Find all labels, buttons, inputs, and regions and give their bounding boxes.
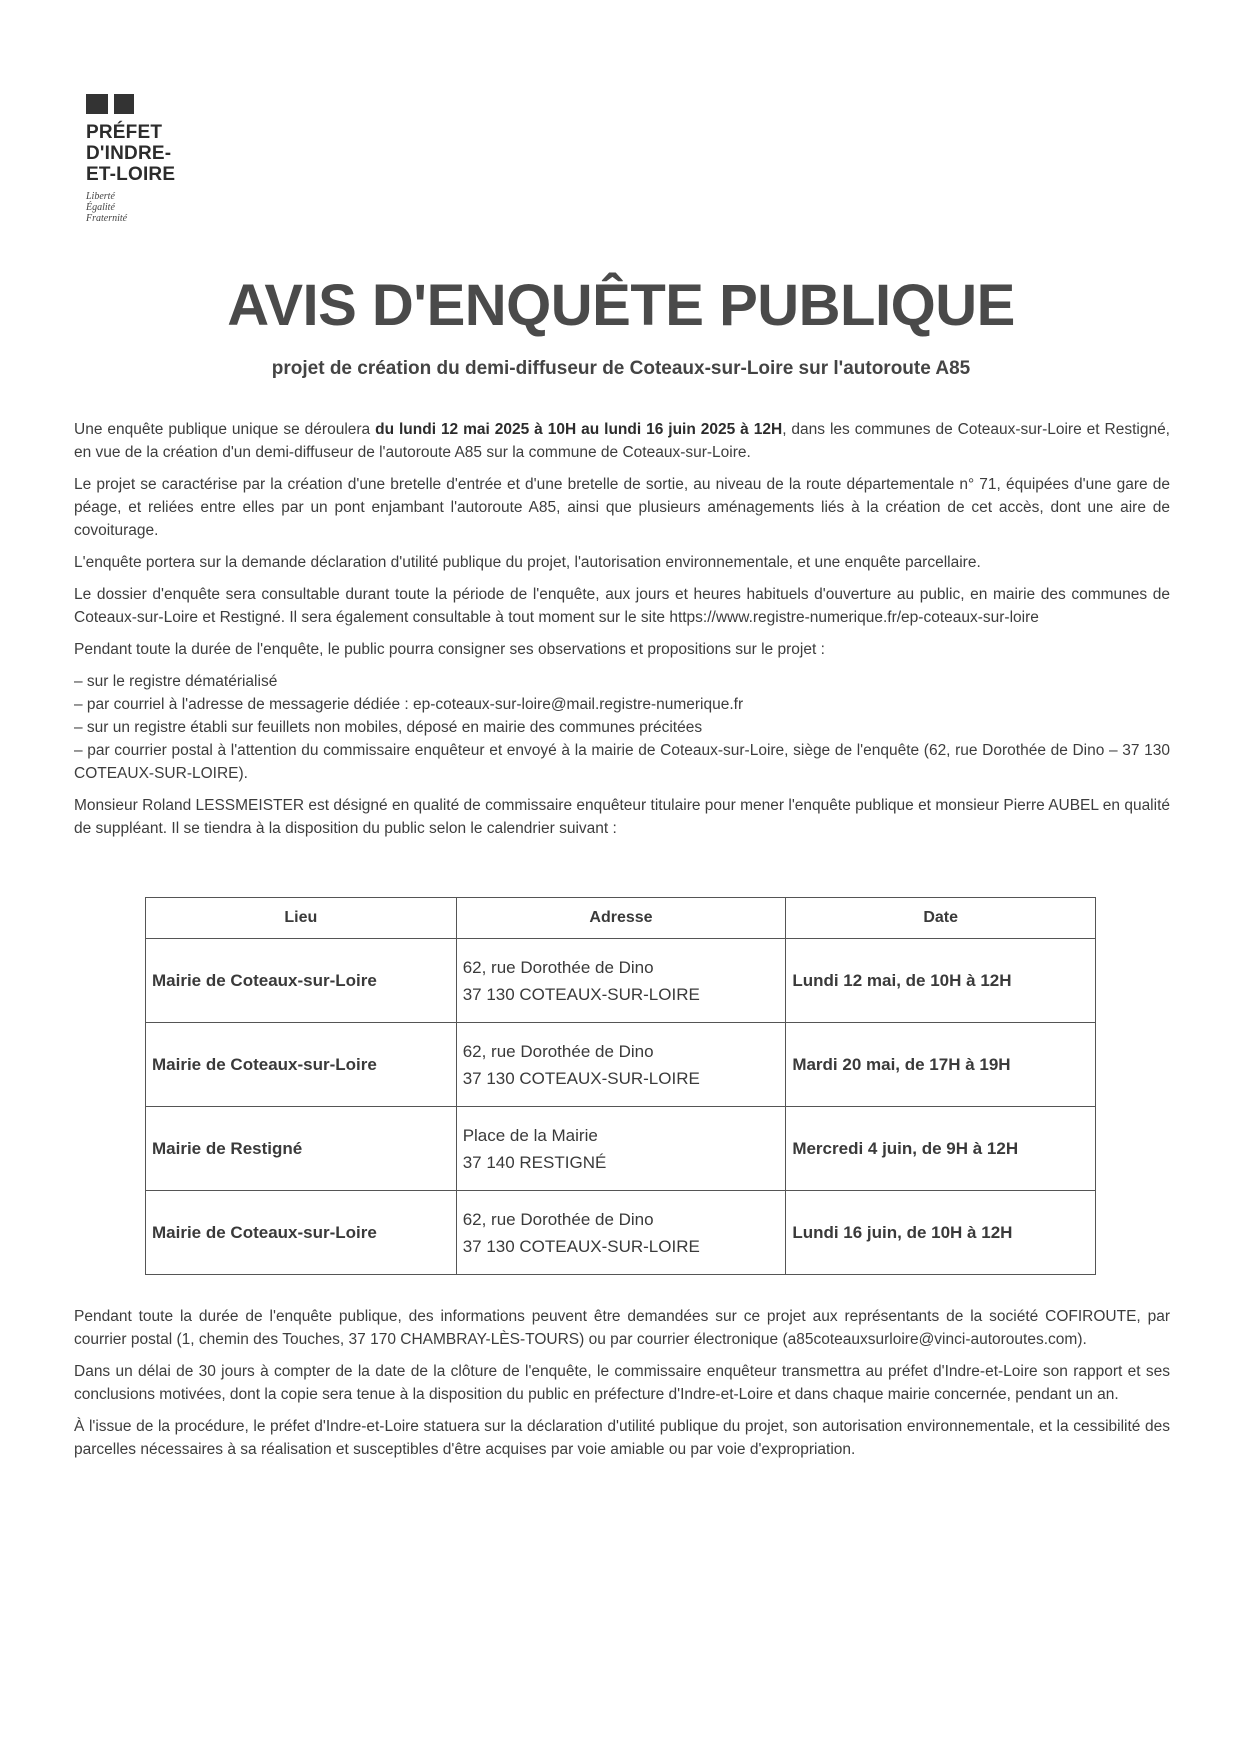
header-adresse: Adresse xyxy=(456,898,786,939)
intro-paragraph-5: Pendant toute la durée de l'enquête, le public pourra consigner ses observations et propositions sur le projet : xyxy=(74,641,825,658)
intro-paragraph-4: Le dossier d'enquête sera consultable durant toute la période de l'enquête, aux jours et heures habituels d'ouverture au public, en mairie des communes de Coteaux-sur-Loire et Restigné. Il sera également consultable à tout moment sur le site https://www.registre-numerique.fr/ep-coteaux-sur-loire xyxy=(74,586,1170,626)
closing-paragraph-1: Pendant toute la durée de l'enquête publique, des informations peuvent être demandées sur ce projet aux représentants de la société COFIROUTE, par courrier postal (1, chemin des Touches, 37 170 CHAMBRAY-LÈS-TOURS) ou par courrier électronique (a85coteauxsurloire@vinci-autoroutes.com). xyxy=(74,1308,1170,1348)
intro-paragraph-1: Une enquête publique unique se déroulera du lundi 12 mai 2025 à 10H au lundi 16 juin 2025 à 12H, dans les communes de Coteaux-sur-Loire et Restigné, en vue de la création d'un demi-diffuseur de l'autoroute A85 sur la commune de Coteaux-sur-Loire. xyxy=(74,421,1170,461)
list-item: – par courrier postal à l'attention du commissaire enquêteur et envoyé à la mairie de Coteaux-sur-Loire, siège de l'enquête (62, rue Dorothée de Dino – 37 130 COTEAUX-SUR-LOIRE). xyxy=(74,742,1170,782)
table-header-row xyxy=(146,898,1096,939)
cell-date: Lundi 16 juin, de 10H à 12H xyxy=(786,1191,1096,1275)
list-item: – par courriel à l'adresse de messagerie dédiée : ep-coteaux-sur-loire@mail.registre-numerique.fr xyxy=(74,696,744,713)
cell-date: Mercredi 4 juin, de 9H à 12H xyxy=(786,1107,1096,1191)
table-row xyxy=(146,1107,1096,1191)
republic-motto: Liberté Égalité Fraternité xyxy=(86,191,128,224)
table-row xyxy=(146,1191,1096,1275)
schedule-table xyxy=(145,897,1096,1275)
page-title: AVIS D'ENQUÊTE PUBLIQUE xyxy=(227,273,1015,338)
intro-section xyxy=(74,418,1170,849)
intro-paragraph-2: Le projet se caractérise par la création d'une bretelle d'entrée et d'une bretelle de sortie, au niveau de la route départementale n° 71, équipées d'une gare de péage, et reliées entre elles par un pont enjambant l'autoroute A85, ainsi que plusieurs aménagements liés à la création de cet accès, dont une aire de covoiturage. xyxy=(74,476,1170,539)
table-row xyxy=(146,939,1096,1023)
cell-lieu: Mairie de Coteaux-sur-Loire xyxy=(146,1023,457,1107)
header-lieu: Lieu xyxy=(146,898,457,939)
observation-methods-list xyxy=(74,670,1170,785)
marianne-emblem-icon xyxy=(86,94,226,114)
list-item: – sur le registre dématérialisé xyxy=(74,673,278,690)
cell-adresse: Place de la Mairie 37 140 RESTIGNÉ xyxy=(456,1107,786,1191)
header-date: Date xyxy=(786,898,1096,939)
prefecture-logo xyxy=(86,94,226,224)
cell-date: Mardi 20 mai, de 17H à 19H xyxy=(786,1023,1096,1107)
closing-paragraph-3: À l'issue de la procédure, le préfet d'Indre-et-Loire statuera sur la déclaration d'utilité publique du projet, son autorisation environnementale, et la cessibilité des parcelles nécessaires à sa réalisation et susceptibles d'être acquises par voie amiable ou par voie d'expropriation. xyxy=(74,1418,1170,1458)
cell-lieu: Mairie de Coteaux-sur-Loire xyxy=(146,1191,457,1275)
cell-lieu: Mairie de Coteaux-sur-Loire xyxy=(146,939,457,1023)
intro-paragraph-3: L'enquête portera sur la demande déclaration d'utilité publique du projet, l'autorisation environnementale, et une enquête parcellaire. xyxy=(74,554,981,571)
cell-adresse: 62, rue Dorothée de Dino 37 130 COTEAUX-SUR-LOIRE xyxy=(456,939,786,1023)
closing-section xyxy=(74,1305,1170,1470)
page-subtitle: projet de création du demi-diffuseur de Coteaux-sur-Loire sur l'autoroute A85 xyxy=(271,358,971,379)
table-row xyxy=(146,1023,1096,1107)
cell-date: Lundi 12 mai, de 10H à 12H xyxy=(786,939,1096,1023)
logo-title: PRÉFET D'INDRE- ET-LOIRE xyxy=(86,122,176,185)
list-item: – sur un registre établi sur feuillets non mobiles, déposé en mairie des communes précitées xyxy=(74,719,703,736)
cell-adresse: 62, rue Dorothée de Dino 37 130 COTEAUX-SUR-LOIRE xyxy=(456,1023,786,1107)
intro-paragraph-6: Monsieur Roland LESSMEISTER est désigné en qualité de commissaire enquêteur titulaire pour mener l'enquête publique et monsieur Pierre AUBEL en qualité de suppléant. Il se tiendra à la disposition du public selon le calendrier suivant : xyxy=(74,797,1170,837)
closing-paragraph-2: Dans un délai de 30 jours à compter de la date de la clôture de l'enquête, le commissaire enquêteur transmettra au préfet d'Indre-et-Loire son rapport et ses conclusions motivées, dont la copie sera tenue à la disposition du public en préfecture d'Indre-et-Loire et dans chaque mairie concernée, pendant un an. xyxy=(74,1363,1170,1403)
cell-lieu: Mairie de Restigné xyxy=(146,1107,457,1191)
cell-adresse: 62, rue Dorothée de Dino 37 130 COTEAUX-SUR-LOIRE xyxy=(456,1191,786,1275)
